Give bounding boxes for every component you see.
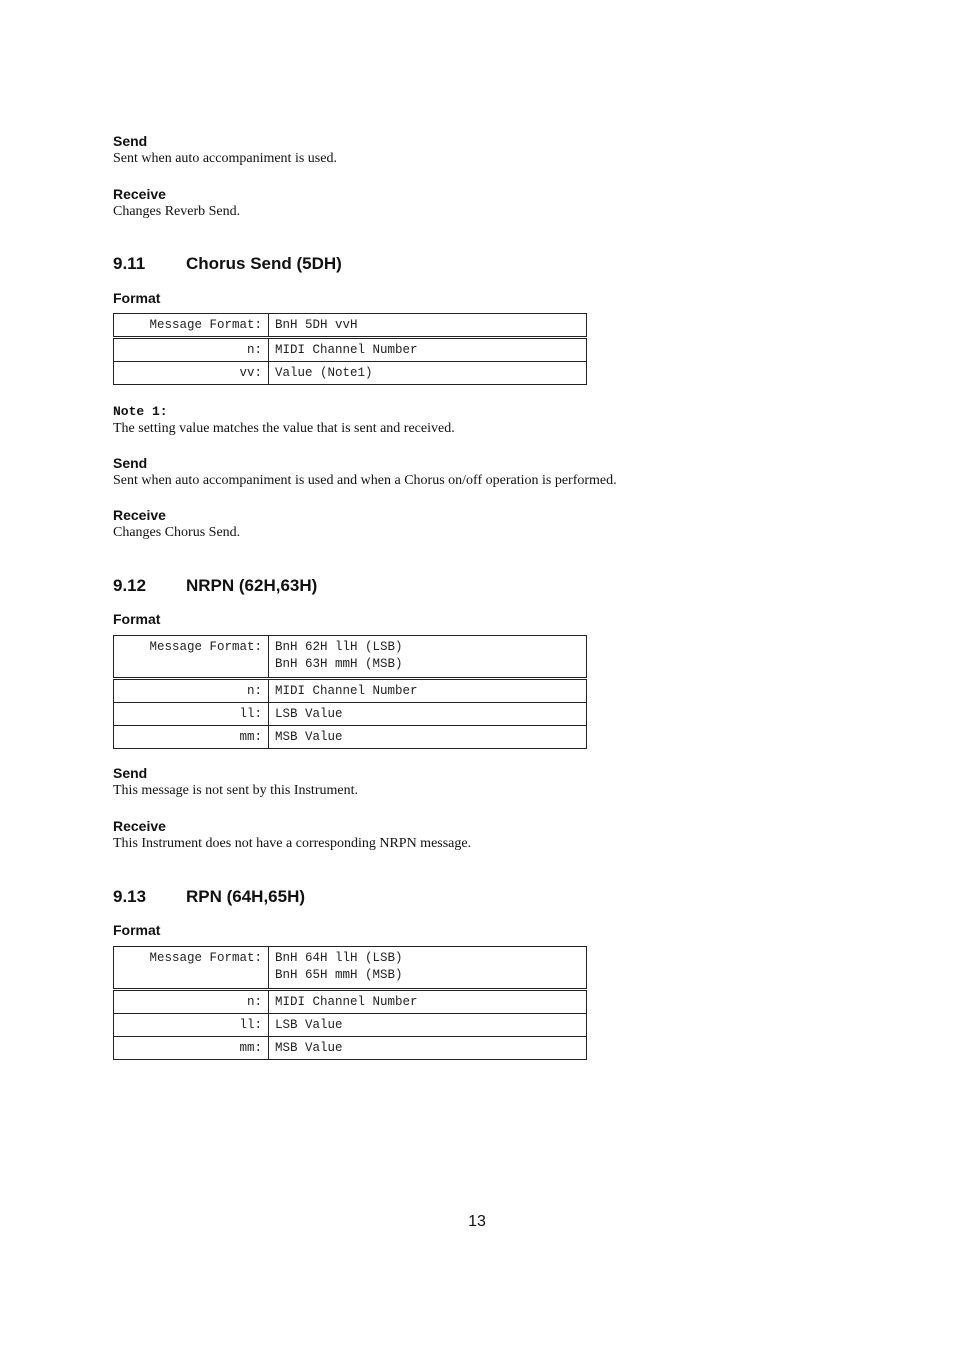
- note-block: [113, 403, 455, 437]
- table-row: mm: MSB Value: [114, 726, 587, 749]
- note-text: The setting value matches the value that is sent and received.: [113, 421, 455, 436]
- table-row: n: MIDI Channel Number: [114, 338, 587, 362]
- format-heading: Format: [113, 922, 161, 938]
- receive-block-9-11: Receive Changes Chorus Send.: [113, 507, 241, 540]
- receive-heading: Receive: [113, 186, 166, 202]
- send-block-top: [113, 133, 337, 167]
- table-row: ll: LSB Value: [114, 1014, 587, 1037]
- table-header-value: BnH 62H llH (LSB) BnH 63H mmH (MSB): [269, 636, 587, 679]
- table-header-key: Message Format:: [114, 636, 269, 679]
- table-row: n: MIDI Channel Number: [114, 990, 587, 1014]
- table-row: n: MIDI Channel Number: [114, 679, 587, 703]
- section-9-12-heading: [113, 576, 317, 596]
- table-row: mm: MSB Value: [114, 1037, 587, 1060]
- format-heading: Format: [113, 611, 161, 627]
- note-heading: Note 1:: [113, 404, 168, 419]
- receive-text: Changes Reverb Send.: [113, 204, 241, 219]
- send-block-9-12: Send This message is not sent by this Instrument.: [113, 765, 358, 798]
- send-text: Sent when auto accompaniment is used.: [113, 151, 337, 166]
- table-row: ll: LSB Value: [114, 703, 587, 726]
- section-number: 9.11: [113, 254, 146, 273]
- page-number: 13: [468, 1213, 486, 1230]
- receive-block-9-12: Receive This Instrument does not have a corresponding NRPN message.: [113, 818, 472, 851]
- section-title: NRPN (62H,63H): [186, 576, 318, 595]
- send-heading: Send: [113, 133, 148, 149]
- section-title: RPN (64H,65H): [186, 887, 306, 906]
- format-heading: Format: [113, 290, 161, 306]
- chorus-send-format-table: [113, 313, 587, 385]
- receive-block-top: [113, 186, 240, 220]
- nrpn-format-table: [113, 635, 587, 749]
- table-header-key: Message Format:: [114, 947, 269, 990]
- section-number: 9.13: [113, 887, 147, 906]
- table-row: vv: Value (Note1): [114, 362, 587, 385]
- section-9-13-heading: [113, 887, 305, 907]
- section-number: 9.12: [113, 576, 147, 595]
- section-9-11-heading: [113, 254, 342, 274]
- table-header-key: Message Format:: [114, 314, 269, 338]
- table-header-value: BnH 5DH vvH: [269, 314, 587, 338]
- section-title: Chorus Send (5DH): [186, 254, 342, 273]
- send-block-9-11: Send Sent when auto accompaniment is used and when a Chorus on/off operation is performed.: [113, 455, 617, 488]
- rpn-format-table: [113, 946, 587, 1060]
- table-header-value: BnH 64H llH (LSB) BnH 65H mmH (MSB): [269, 947, 587, 990]
